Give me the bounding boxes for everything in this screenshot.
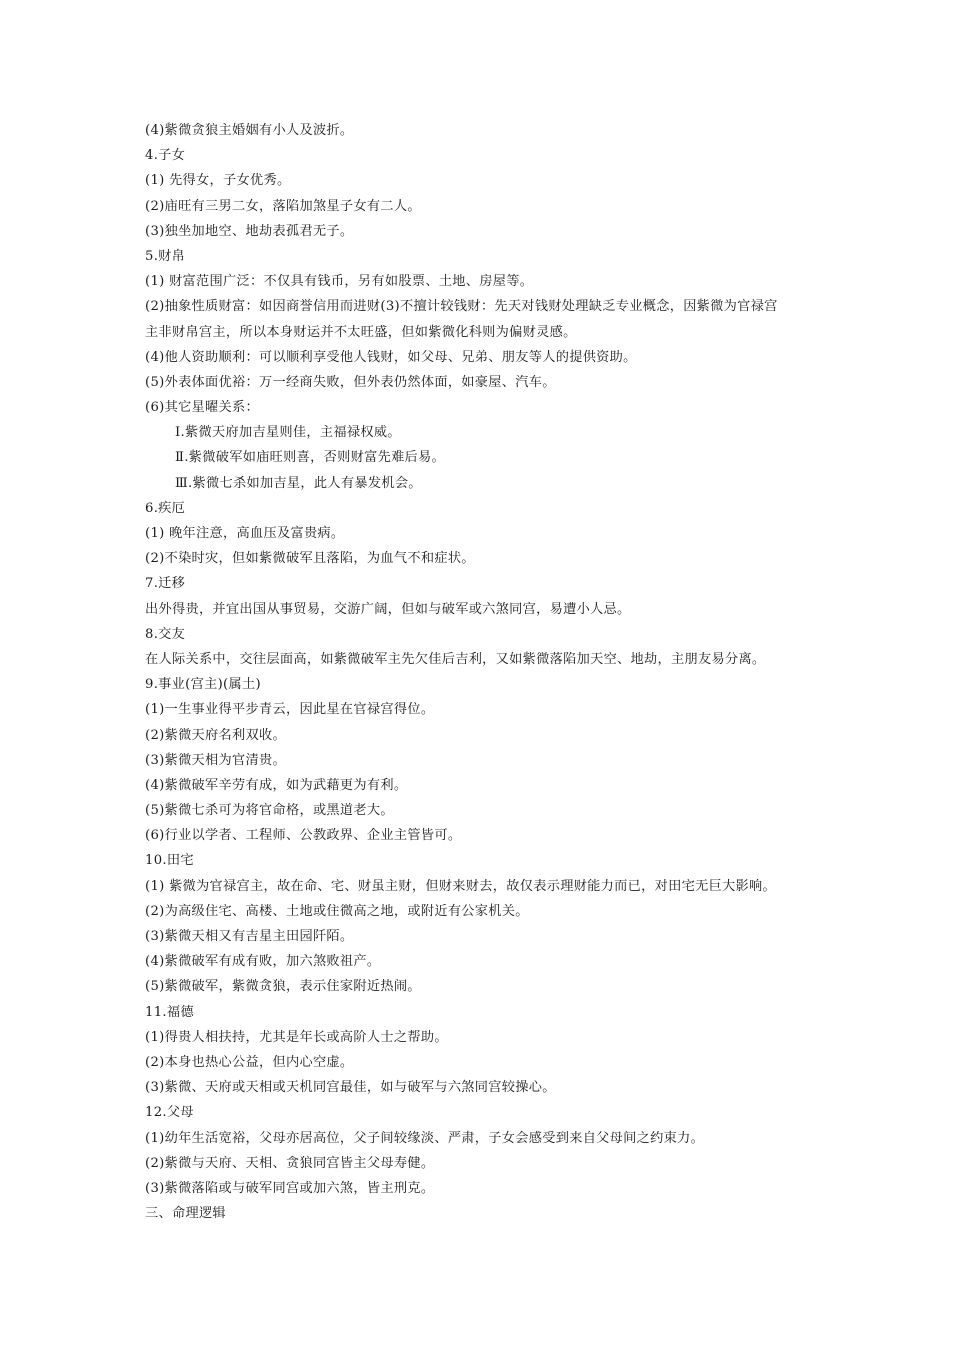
text-line: (2)紫微天府名利双收。 bbox=[145, 727, 286, 743]
text-line: (1)得贵人相扶持，尤其是年长或高阶人士之帮助。 bbox=[145, 1029, 448, 1045]
text-line: (1) 晚年注意，高血压及富贵病。 bbox=[145, 526, 345, 541]
text-line: (2)紫微与天府、天相、贪狼同宫皆主父母寿健。 bbox=[145, 1155, 435, 1171]
text-line: (2)为高级住宅、高楼、土地或住微高之地，或附近有公家机关。 bbox=[145, 903, 529, 919]
text-line: (3)紫微落陷或与破军同宫或加六煞，皆主刑克。 bbox=[145, 1180, 435, 1196]
text-line: (3)独坐加地空、地劫表孤君无子。 bbox=[145, 223, 354, 239]
text-line: (5)紫微破军，紫微贪狼，表示住家附近热闹。 bbox=[145, 979, 421, 995]
text-line: (5)紫微七杀可为将官命格，或黑道老大。 bbox=[145, 803, 394, 819]
text-line: (4)紫微贪狼主婚姻有小人及波折。 bbox=[145, 123, 354, 138]
text-line: 10.田宅 bbox=[145, 853, 194, 869]
text-line: 9.事业(宫主)(属土) bbox=[145, 677, 261, 693]
text-line: (2)不染时灾，但如紫微破军且落陷，为血气不和症状。 bbox=[145, 551, 475, 567]
text-line: 12.父母 bbox=[145, 1105, 194, 1121]
text-line: (3)紫微、天府或天相或天机同宫最佳，如与破军与六煞同宫较操心。 bbox=[145, 1080, 556, 1096]
text-line: 7.迁移 bbox=[145, 576, 186, 592]
text-line: (2)本身也热心公益，但内心空虚。 bbox=[145, 1054, 354, 1070]
text-line: 三、命理逻辑 bbox=[145, 1206, 226, 1222]
text-line: (1) 财富范围广泛：不仅具有钱币，另有如股票、土地、房屋等。 bbox=[145, 274, 534, 290]
document-page bbox=[145, 118, 835, 1226]
text-line: (1) 紫微为官禄宫主，故在命、宅、财虽主财，但财来财去，故仅表示理财能力而已，对田宅无巨大影响。 bbox=[145, 878, 777, 894]
text-line: 4.子女 bbox=[145, 148, 186, 164]
text-line: (4)紫微破军有成有败，加六煞败祖产。 bbox=[145, 954, 381, 970]
text-line: (2)庙旺有三男二女，落陷加煞星子女有二人。 bbox=[145, 198, 421, 214]
text-line: (1)幼年生活宽裕，父母亦居高位，父子间较缘淡、严肃，子女会感受到来自父母间之约束力。 bbox=[145, 1130, 705, 1146]
text-line: 11.福德 bbox=[145, 1004, 194, 1020]
text-line: 5.财帛 bbox=[145, 248, 186, 264]
text-line: (3)紫微天相为官清贵。 bbox=[145, 752, 286, 768]
text-line: 主非财帛宫主，所以本身财运并不太旺盛，但如紫微化科则为偏财灵感。 bbox=[145, 324, 577, 340]
text-line: (4)他人资助顺利：可以顺利享受他人钱财，如父母、兄弟、朋友等人的提供资助。 bbox=[145, 349, 637, 365]
text-line: (6)其它星曜关系： bbox=[145, 400, 259, 416]
text-line: (3)紫微天相又有吉星主田园阡陌。 bbox=[145, 929, 354, 944]
text-line: 出外得贵，并宜出国从事贸易，交游广阔，但如与破军或六煞同宫，易遭小人忌。 bbox=[145, 601, 631, 617]
text-line: (4)紫微破军辛劳有成，如为武藉更为有利。 bbox=[145, 777, 408, 793]
text-line: (1)一生事业得平步青云，因此星在官禄宫得位。 bbox=[145, 702, 435, 718]
text-line: Ⅲ.紫微七杀如加吉星，此人有暴发机会。 bbox=[175, 475, 422, 491]
text-line: 在人际关系中，交往层面高，如紫微破军主先欠佳后吉利，又如紫微落陷加天空、地劫，主朋友易分离。 bbox=[145, 651, 766, 667]
text-line: (6)行业以学者、工程师、公教政界、企业主管皆可。 bbox=[145, 828, 462, 844]
text-line: Ⅱ.紫微破军如庙旺则喜，否则财富先难后易。 bbox=[175, 450, 446, 466]
text-line: (5)外表体面优裕：万一经商失败，但外表仍然体面，如豪屋、汽车。 bbox=[145, 374, 556, 390]
text-line: (2)抽象性质财富：如因商誉信用而进财(3)不擅计较钱财：先天对钱财处理缺乏专业概念，因紫微为官禄宫 bbox=[145, 299, 778, 315]
text-line: 8.交友 bbox=[145, 626, 186, 642]
text-line: (1) 先得女，子女优秀。 bbox=[145, 173, 291, 189]
text-line: Ⅰ.紫微天府加吉星则佳，主福禄权威。 bbox=[175, 425, 401, 441]
text-line: 6.疾厄 bbox=[145, 500, 186, 516]
